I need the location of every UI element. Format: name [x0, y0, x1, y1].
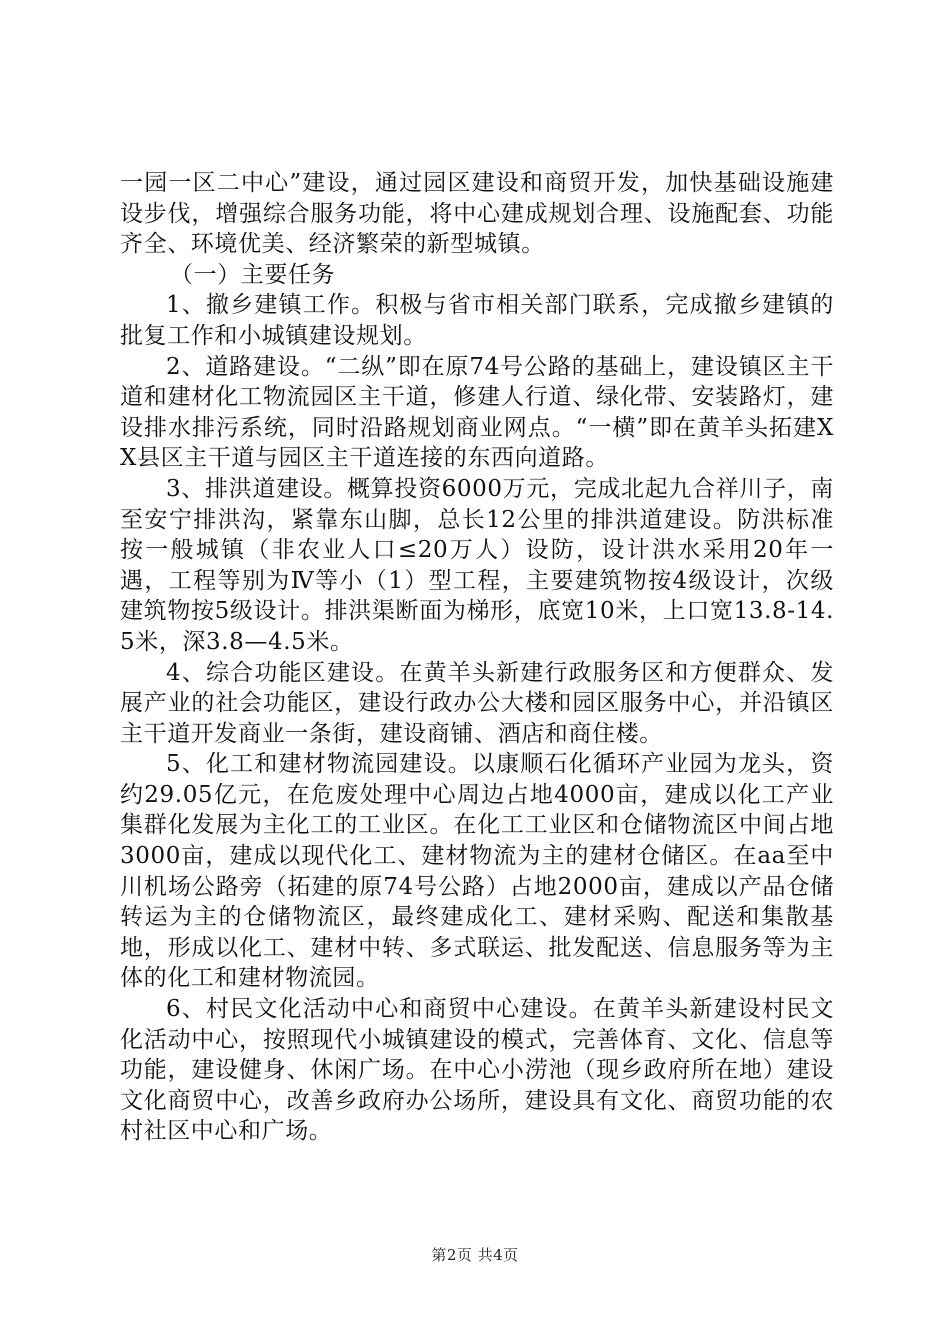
paragraph-task-6: 6、村民文化活动中心和商贸中心建设。在黄羊头新建设村民文化活动中心，按照现代小城镇建设的模式，完善体育、文化、信息等功能，建设健身、休闲广场。在中心小涝池（现乡政府所在地）建设文化商贸中心，改善乡政府办公场所，建设具有文化、商贸功能的农村社区中心和广场。 — [120, 996, 834, 1145]
section-heading-main-tasks: （一）主要任务 — [170, 261, 336, 288]
paragraph-task-1: 1、撤乡建镇工作。积极与省市相关部门联系，完成撤乡建镇的批复工作和小城镇建设规划。 — [120, 292, 834, 349]
page-number-label: 第2页 共4页 — [431, 1246, 519, 1264]
page-footer — [0, 1244, 950, 1265]
paragraph-task-3: 3、排洪道建设。概算投资6000万元，完成北起九合祥川子，南至安宁排洪沟，紧靠东山脚，总长12公里的排洪道建设。防洪标准按一般城镇（非农业人口≤20万人）设防，设计洪水采用20年一遇，工程等别为Ⅳ等小（1）型工程，主要建筑物按4级设计，次级建筑物按5级设计。排洪渠断面为梯形，底宽10米，上口宽13.8-14.5米，深3.8—4.5米。 — [120, 475, 834, 655]
paragraph-intro-continued: 一园一区二中心”建设，通过园区建设和商贸开发，加快基础设施建设步伐，增强综合服务功能，将中心建成规划合理、设施配套、功能齐全、环境优美、经济繁荣的新型城镇。 — [120, 170, 834, 258]
paragraph-task-5: 5、化工和建材物流园建设。以康顺石化循环产业园为龙头，资约29.05亿元，在危废处理中心周边占地4000亩，建成以化工产业集群化发展为主化工的工业区。在化工工业区和仓储物流区中间占地3000亩，建成以现代化工、建材物流为主的建材仓储区。在aa至中川机场公路旁（拓建的原74号公路）占地2000亩，建成以产品仓储转运为主的仓储物流区，最终建成化工、建材采购、配送和集散基地，形成以化工、建材中转、多式联运、批发配送、信息服务等为主体的化工和建材物流园。 — [120, 751, 834, 992]
document-body — [120, 168, 834, 1147]
paragraph-task-2: 2、道路建设。“二纵”即在原74号公路的基础上，建设镇区主干道和建材化工物流园区主干道，修建人行道、绿化带、安装路灯，建设排水排污系统，同时沿路规划商业网点。“一横”即在黄羊头拓建XX县区主干道与园区主干道连接的东西向道路。 — [120, 353, 834, 472]
paragraph-task-4: 4、综合功能区建设。在黄羊头新建行政服务区和方便群众、发展产业的社会功能区，建设行政办公大楼和园区服务中心，并沿镇区主干道开发商业一条街，建设商铺、酒店和商住楼。 — [120, 659, 834, 747]
